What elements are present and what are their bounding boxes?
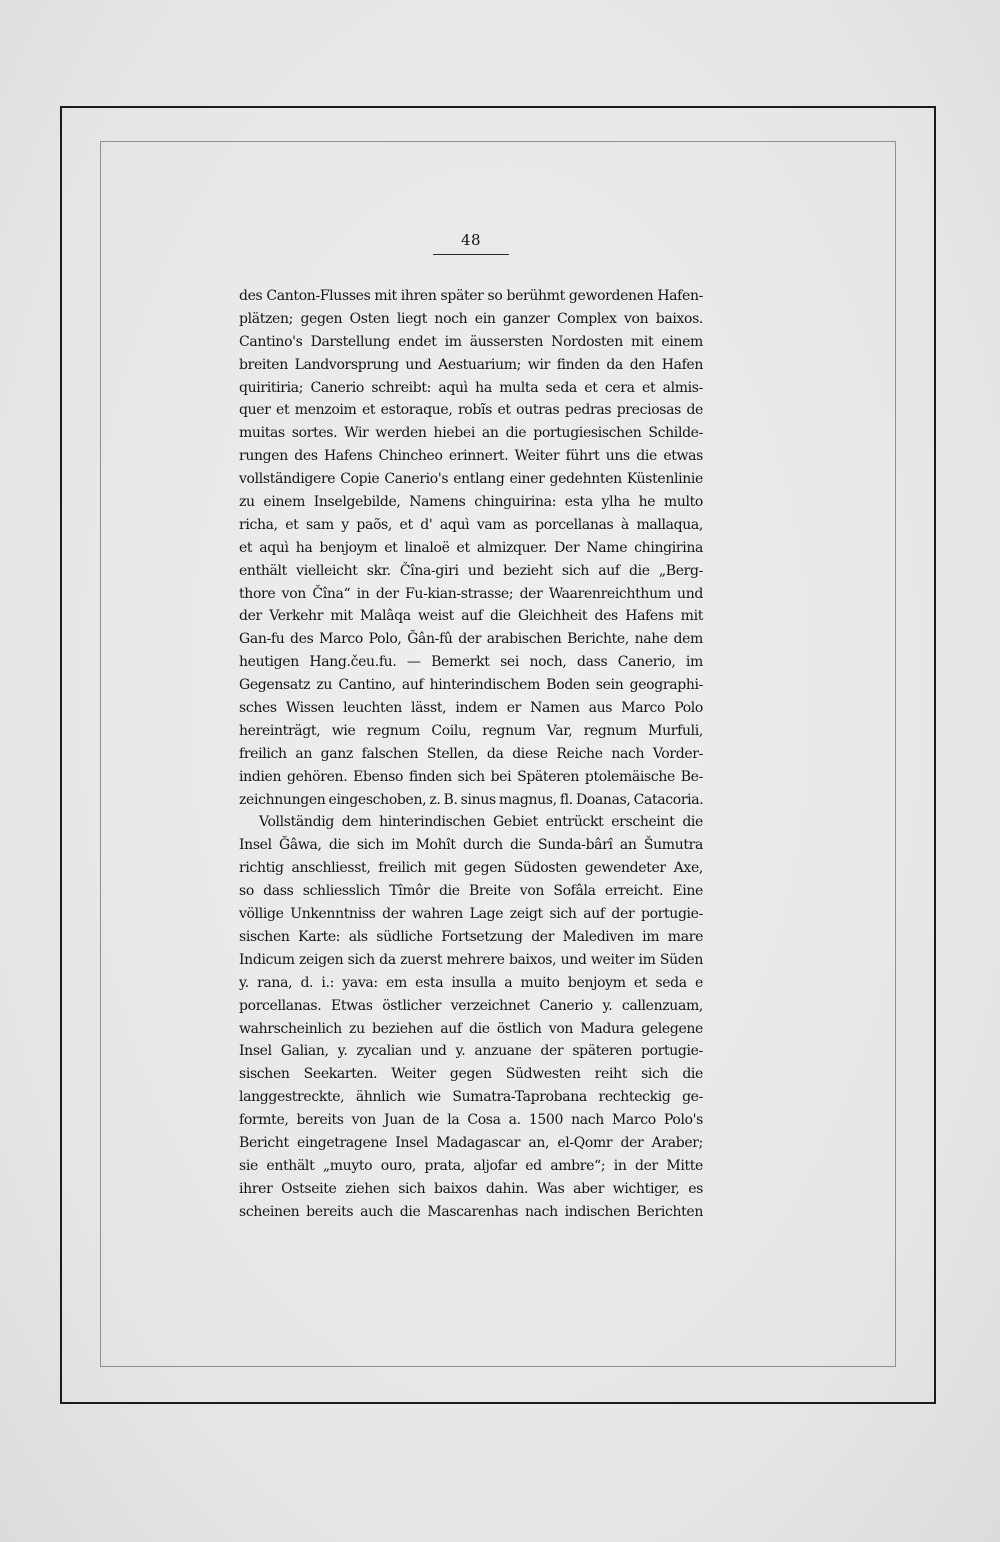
text-line: indien gehören. Ebenso finden sich bei Späteren ptolemäische Be-	[239, 768, 703, 785]
text-line: Indicum zeigen sich da zuerst mehrere baixos, und weiter im Süden	[239, 951, 703, 968]
text-line: sischen Karte: als südliche Fortsetzung der Malediven im mare	[239, 928, 703, 945]
text-line: wahrscheinlich zu beziehen auf die östlich von Madura gelegene	[239, 1020, 703, 1037]
text-line: Cantino's Darstellung endet im äussersten Nordosten mit einem	[239, 333, 703, 350]
text-line: sischen Seekarten. Weiter gegen Südwesten reiht sich die	[239, 1066, 703, 1083]
text-line: völlige Unkenntniss der wahren Lage zeigt sich auf der portugie-	[239, 906, 703, 923]
text-line: sches Wissen leuchten lässt, indem er Namen aus Marco Polo	[239, 700, 703, 717]
page-number-rule	[433, 254, 509, 255]
text-line: heutigen Hang.čeu.fu. — Bemerkt sei noch, dass Canerio, im	[239, 654, 703, 671]
text-line: Gegensatz zu Cantino, auf hinterindischem Boden sein geographi-	[239, 677, 703, 694]
text-line: zu einem Inselgebilde, Namens chinguirina: esta ylha he multo	[239, 494, 703, 511]
text-line: sie enthält „muyto ouro, prata, aljofar ed ambre“; in der Mitte	[239, 1157, 703, 1174]
text-line: scheinen bereits auch die Mascarenhas nach indischen Berichten	[239, 1203, 703, 1220]
text-line: richa, et sam y paõs, et d' aquì vam as porcellanas à mallaqua,	[239, 516, 703, 533]
text-line: enthält vielleicht skr. Čîna-giri und bezieht sich auf die „Berg-	[239, 562, 703, 579]
text-line: freilich an ganz falschen Stellen, da diese Reiche nach Vorder-	[239, 745, 703, 762]
text-line: rungen des Hafens Chincheo erinnert. Weiter führt uns die etwas	[239, 448, 703, 465]
text-line: des Canton-Flusses mit ihren später so berühmt gewordenen Hafen-	[239, 288, 703, 304]
text-line: breiten Landvorsprung und Aestuarium; wir finden da den Hafen	[239, 356, 703, 373]
text-line: Insel Ğâwa, die sich im Mohît durch die Sunda-bârî an Šumutra	[239, 837, 703, 854]
text-line: Vollständig dem hinterindischen Gebiet entrückt erscheint die	[259, 814, 703, 831]
text-line: Gan-fu des Marco Polo, Ğân-fû der arabischen Berichte, nahe dem	[239, 631, 703, 648]
text-line: vollständigere Copie Canerio's entlang einer gedehnten Küstenlinie	[239, 471, 703, 488]
text-line: et aquì ha benjoym et linaloë et almizquer. Der Name chingirina	[239, 539, 703, 556]
text-line: formte, bereits von Juan de la Cosa a. 1500 nach Marco Polo's	[239, 1112, 703, 1129]
text-line: der Verkehr mit Malâqa weist auf die Gleichheit des Hafens mit	[239, 608, 703, 625]
body-text	[239, 285, 703, 1224]
text-line: ihrer Ostseite ziehen sich baixos dahin. Was aber wichtiger, es	[239, 1180, 703, 1197]
text-line: porcellanas. Etwas östlicher verzeichnet Canerio y. callenzuam,	[239, 997, 703, 1014]
text-line: quer et menzoim et estoraque, robĩs et outras pedras preciosas de	[239, 402, 703, 419]
text-line: langgestreckte, ähnlich wie Sumatra-Taprobana rechteckig ge-	[239, 1089, 703, 1106]
text-line: zeichnungen eingeschoben, z. B. sinus magnus, fl. Doanas, Catacoria.	[239, 791, 704, 808]
text-line: thore von Čîna“ in der Fu-kian-strasse; der Waarenreichthum und	[239, 585, 703, 602]
text-line: richtig anschliesst, freilich mit gegen Südosten gewendeter Axe,	[239, 860, 703, 877]
text-line: hereinträgt, wie regnum Coilu, regnum Var, regnum Murfuli,	[239, 722, 703, 739]
text-line: quiritiria; Canerio schreibt: aquì ha multa seda et cera et almis-	[239, 379, 703, 396]
text-line: plätzen; gegen Osten liegt noch ein ganzer Complex von baixos.	[239, 310, 703, 327]
text-line: so dass schliesslich Tîmôr die Breite von Sofâla erreicht. Eine	[239, 883, 703, 900]
text-line: Insel Galian, y. zycalian und y. anzuane der späteren portugie-	[239, 1043, 703, 1060]
page-number: 48	[460, 231, 482, 249]
text-line: Bericht eingetragene Insel Madagascar an, el-Qomr der Araber;	[239, 1134, 703, 1151]
text-line: y. rana, d. i.: yava: em esta insulla a muito benjoym et seda e	[239, 974, 703, 991]
text-line: muitas sortes. Wir werden hiebei an die portugiesischen Schilde-	[239, 425, 703, 442]
